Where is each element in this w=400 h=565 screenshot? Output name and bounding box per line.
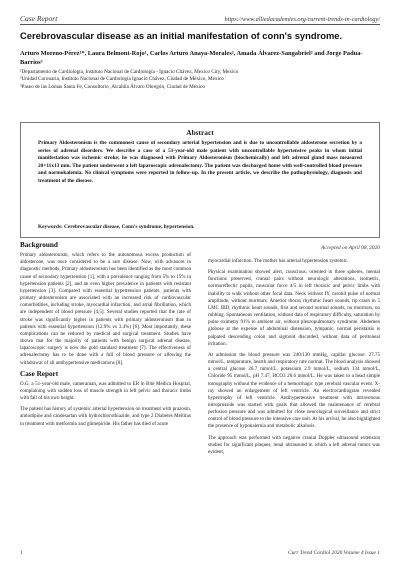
keywords-label: Keywords: [38, 224, 63, 230]
affiliation-1: ¹Departamento de Cardiología, Instituto Nacional de Cardiología - Ignacio Chávez, Mexico City, Mexico [20, 69, 239, 75]
article-title: Cerebrovascular disease as an initial manifestation of conn's syndrome. [20, 30, 343, 41]
left-column [20, 242, 191, 432]
header-divider [20, 24, 380, 25]
case-paragraph-1: O.G. a 51-year-old male, cameraman, was admitted to ER in Bité Medica Hospital, complaining with sudden loss of muscle strength in left pelvic and thoracic limbs with fall of his own height. [20, 380, 191, 402]
running-header [20, 14, 380, 23]
background-paragraph: Primary aldosteronism, which refers to the autonomous excess production of aldosterone, was once considered to be a rare disease. Now, with advances in diagnostic methods, Primary aldosteronism has been identified as the most common cause of secondary hypertension [1], with a prevalence ranging from 5% to 15% in hypertension patients [2], and an even higher prevalence in patients with resistant hypertension [3]. Compared with essential hypertension patients, patients with primary aldosteronism are associated with an increased risk of cardiovascular comorbidities, including stroke, myocardial infarction, and atrial fibrillation, which are independent of blood pressure [4,5]. Several studies reported that the rate of stroke was significantly higher in patients with primary aldosteronism than in patients with essential hypertension (12.9% vs 3.4%) [6]. Most importantly, these complications can be reduced by medical and surgical treatment. Studies have shown that for the majority of patients with benign surgical adrenal disease, laparoscopic surgery is now the gold standard treatment [7]. The effectiveness of adrenalectomy has to be done with a full of blood pressure or allowing the withdrawal of all antihypertensive medications [8]. [20, 252, 191, 366]
author-list: Arturo Moreno-Pérez¹*, Laura Belmont-Rojo¹, Carlos Arturo Anaya-Morales², Amada Álvarez-Sangabriel² and Jorge Padua-Barrios³ [20, 50, 363, 66]
page-footer [20, 550, 380, 556]
background-heading: Background [20, 241, 58, 249]
right-column [208, 258, 380, 460]
right-paragraph-1: Physical examination showed alert, conscious, oriented in three spheres, mental functions preserved, cranial pairs without neurologic alterations, isometric, normoreflectic pupils, muscular force 4/5 in left thoracic and pelvic limbs with inability to walk without other focal data. Neck without IY, carotid pulse of normal amplitude, without murmurs. Anterior thorax rhythmic heart sounds, tip crash in 5 LMC IBD, rhythmic heart sounds, first and second normal sounds, no murmurs, no rubbing. Spontaneous ventilation, without data of respiratory difficulty, saturation by pulse oximetry 91% to ambient air, without pleuropulmonary syndrome. Abdomen globose at the expense of abdominal distension, tympanic, normal peristalsis is palpated descending colon and sigmoid discarded, without data of peritoneal irritation. [208, 269, 380, 347]
abstract-text: Primary Aldosteronism is the commonest cause of secondary arterial hypertension and is due to uncontrollable aldosterone secretion by a series of adrenal disorders. We describe a case of a 51-year-old male patient with uncontrollable hypertensive peaks in whom initial manifestation was ischemic stroke; he was diagnosed with Primary Aldosteronism (biochemically) and left adrenal gland mass measured 20×11x13 mm. The patient underwent a left laparoscopic adrenalectomy. The patient was discharged home with well-controlled blood pressure and normokalemia. No clinical symptoms were reported in follow-up. In the present article, we describe the pathophysiology, diagnosis and treatment of the disease. [38, 140, 362, 184]
affiliations [20, 69, 380, 91]
page-number: 1 [20, 550, 23, 556]
affiliation-2: ²Unidad Coronaria, Instituto Nacional de Cardiología Ignacio Chávez, Ciudad de México, Mexico [20, 76, 224, 83]
keywords-text: Cerebrovascular disease, Conn's syndrome, hypertension. [64, 224, 195, 230]
case-paragraph-2: The patient has history of systemic arterial hypertension on treatment with prazosin, amlodipine and candesartan with hydrochlorothiazide, and type 2 Diabetes Mellitus in treatment with metformin and glimepiride. His father has died of acute [20, 406, 191, 427]
affiliation-3: ³Paseo de las Lomas Santa Fe, Consultorio ,Alcaldía Álvaro Obregón, Ciudad de México [20, 83, 205, 90]
right-paragraph-2: At admission the blood pressure was 240/130 mmHg, capillar glucose: 27.75 mmol/L, temperature, hearth and respiratory rate normal. The blood analysis showed a central glucose 26.7 mmol/L, potassium 2.9 mmol/L, sodium 134 mmol/L, Chloride 95 mmol/L, pH 7.47, HCO3 20.6 mmol/L. He was taken to a head simple tomography without the evidence of a hemorrhagic type cerebral vascular event. X-ray showed an enlargement of left ventricle. An electrocardiogram revealed hypertrophy of left ventricle. Antihypertensive treatment with intravenous nitroprusside was started with goals that allowed the maintenance of cerebral perfusion pressure and was admitted for close neurological surveillance and strict control of blood pressure to the intensive care unit. At his arrival, he also highlighted the presence of hypokalemia and metabolic alkalosis. [208, 351, 380, 430]
article-type: Case Report [20, 14, 58, 23]
journal-citation: Curr Trend Cardiol 2020 Volume 4 Issue 1 [288, 550, 380, 556]
keywords [38, 224, 362, 230]
right-paragraph-3: The approach was performed with negative cranial Doppler ultrasound extension studies for significant plaques, renal ultrasound in which a left adrenal tumor was evident, [208, 434, 380, 455]
accepted-date: Accepted on April 08, 2020 [320, 245, 380, 251]
case-report-heading: Case Report [20, 369, 59, 378]
right-paragraph-0: myocardial infarction. The mother has arterial hypertension systemic. [208, 258, 349, 264]
journal-url[interactable]: https://www.alliedacademies.org/current-trends-in-cardiology/ [224, 16, 380, 23]
abstract-heading: Abstract [186, 128, 214, 137]
